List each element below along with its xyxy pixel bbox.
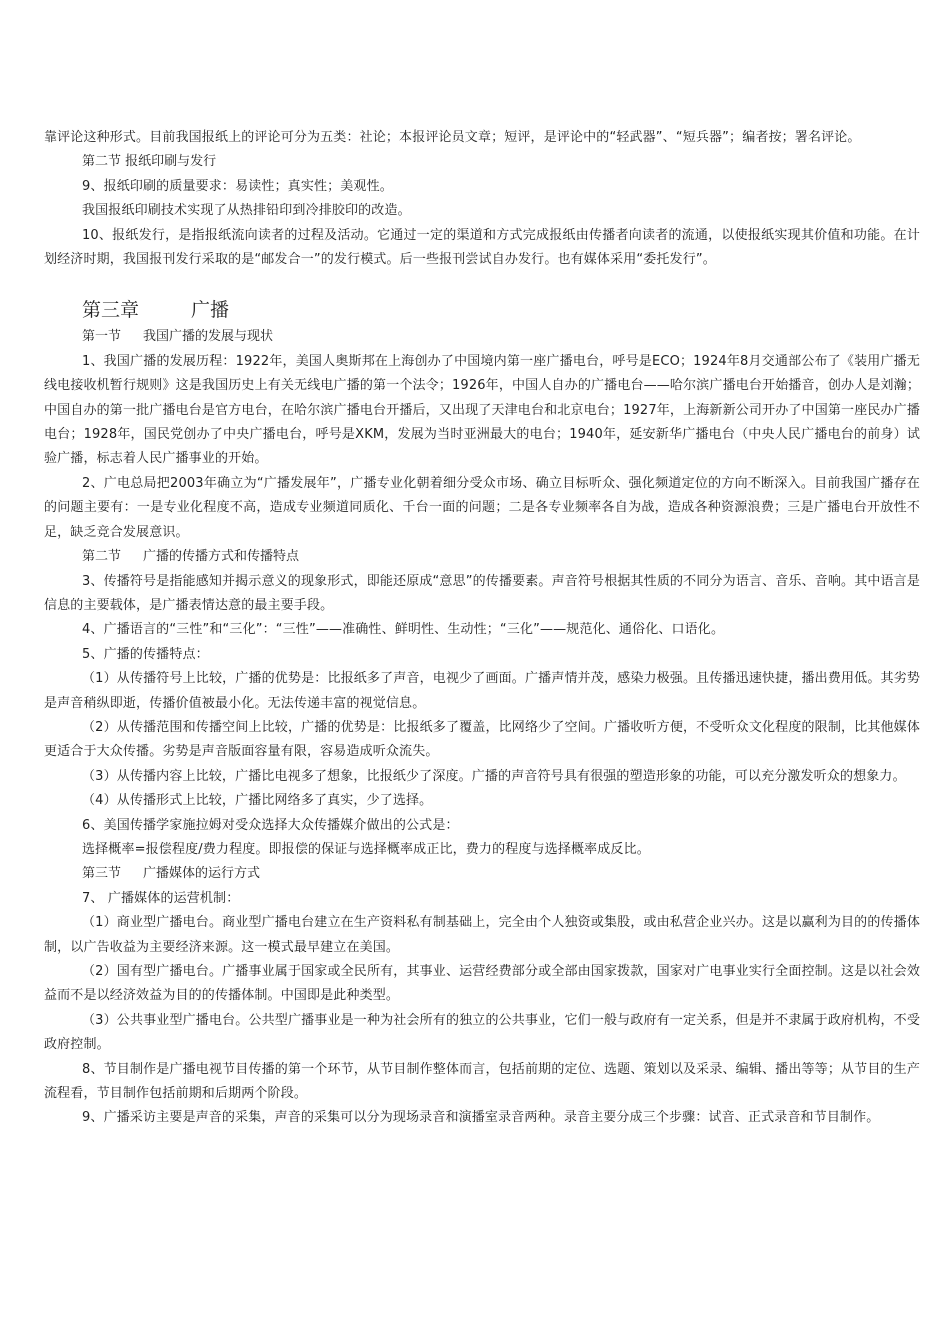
section-title: 广播媒体的运行方式 — [143, 866, 261, 882]
paragraph-1-history: 1、我国广播的发展历程：1922年，美国人奥斯邦在上海创办了中国境内第一座广播电台，呼号是ECO；1924年8月交通部公布了《装用广播无线电接收机暂行规则》这是我国历史上有关无线电广播的第一个法令；1926年，中国人自办的广播电台——哈尔滨广播电台开始播音，创办人是刘瀚；中国自办的第一批广播电台是官方电台，在哈尔滨广播电台开播后，又出现了天津电台和北京电台；1927年，上海新新公司开办了中国第一座民办广播电台；1928年，国民党创办了中央广播电台，呼号是XKM，发展为当时亚洲最大的电台；1940年，延安新华广播电台（中央人民广播电台的前身）试验广播，标志着人民广播事业的开始。 — [44, 353, 920, 467]
paragraph-3-symbols: 3、传播符号是指能感知并揭示意义的现象形式，即能还原成“意思”的传播要素。声音符号根据其性质的不同分为语言、音乐、音响。其中语言是信息的主要载体，是广播表情达意的最主要手段。 — [44, 573, 920, 613]
paragraph-9-interview: 9、广播采访主要是声音的采集，声音的采集可以分为现场录音和演播室录音两种。录音主要分成三个步骤：试音、正式录音和节目制作。 — [82, 1110, 880, 1126]
paragraph-8-production: 8、节目制作是广播电视节目传播的第一个环节，从节目制作整体而言，包括前期的定位、选题、策划以及采录、编辑、播出等等；从节目的生产流程看，节目制作包括前期和后期两个阶段。 — [44, 1061, 920, 1102]
paragraph-5-4: （4）从传播形式上比较，广播比网络多了真实，少了选择。 — [82, 793, 433, 809]
section-title: 广播的传播方式和传播特点 — [143, 549, 300, 565]
section-number: 第二节 — [82, 549, 122, 565]
chapter-heading — [44, 295, 920, 325]
paragraph-5-features: 5、广播的传播特点： — [82, 646, 209, 662]
paragraph-7-1: （1）商业型广播电台。商业型广播电台建立在生产资料私有制基础上，完全由个人独资或集股，或由私营企业兴办。这是以赢利为目的的传播体制，以广告收益为主要经济来源。这一模式最早建立在美国。 — [44, 915, 920, 955]
paragraph-commentary-types: 靠评论这种形式。目前我国报纸上的评论可分为五类：社论；本报评论员文章；短评，是评论中的“轻武器”、“短兵器”；编者按；署名评论。 — [44, 130, 861, 145]
paragraph-5-3: （3）从传播内容上比较，广播比电视多了想象，比报纸少了深度。广播的声音符号具有很强的塑造形象的功能，可以充分激发听众的想象力。 — [82, 768, 906, 784]
paragraph-4-language: 4、广播语言的“三性”和“三化”：“三性”——准确性、鲜明性、生动性；“三化”——规范化、通俗化、口语化。 — [82, 622, 725, 638]
section-number: 第三节 — [82, 866, 122, 882]
paragraph-5-2: （2）从传播范围和传播空间上比较，广播的优势是：比报纸多了覆盖，比网络少了空间。广播收听方便，不受听众文化程度的限制，比其他媒体更适合于大众传播。劣势是声音版面容量有限，容易造成听众流失。 — [44, 719, 920, 760]
paragraph-10-distribution: 10、报纸发行，是指报纸流向读者的过程及活动。它通过一定的渠道和方式完成报纸由传播者向读者的流通，以使报纸实现其价值和功能。在计划经济时期，我国报刊发行采取的是“邮发合一”的发行模式。后一些报刊尝试自办发行。也有媒体采用“委托发行”。 — [44, 227, 920, 268]
document-page — [44, 126, 920, 1131]
chapter-number: 第三章 — [82, 299, 140, 322]
paragraph-7-3: （3）公共事业型广播电台。公共型广播事业是一种为社会所有的独立的公共事业，它们一般与政府有一定关系，但是并不隶属于政府机构，不受政府控制。 — [44, 1012, 920, 1053]
section-number: 第一节 — [82, 329, 122, 345]
paragraph-printing-technology: 我国报纸印刷技术实现了从热排铅印到冷排胶印的改造。 — [82, 203, 411, 219]
section-heading-1 — [44, 325, 920, 349]
paragraph-formula: 选择概率=报偿程度/费力程度。即报偿的保证与选择概率成正比，费力的程度与选择概率成反比。 — [82, 841, 650, 857]
section-heading-3 — [44, 862, 920, 886]
paragraph-7-mechanism: 7、 广播媒体的运营机制： — [82, 890, 240, 906]
paragraph-7-2: （2）国有型广播电台。广播事业属于国家或全民所有，其事业、运营经费部分或全部由国家拨款，国家对广电事业实行全面控制。这是以社会效益而不是以经济效益为目的的传播体制。中国即是此种类型。 — [44, 964, 920, 1004]
section-heading-printing: 第二节 报纸印刷与发行 — [82, 154, 217, 170]
paragraph-9-printing-quality: 9、报纸印刷的质量要求：易读性；真实性；美观性。 — [82, 178, 393, 194]
section-heading-2 — [44, 545, 920, 569]
paragraph-6-schramm: 6、美国传播学家施拉姆对受众选择大众传播媒介做出的公式是： — [82, 817, 459, 833]
section-title: 我国广播的发展与现状 — [143, 329, 274, 345]
chapter-title: 广播 — [191, 299, 230, 322]
paragraph-5-1: （1）从传播符号上比较，广播的优势是：比报纸多了声音，电视少了画面。广播声情并茂，感染力极强。且传播迅速快捷，播出费用低。其劣势是声音稍纵即逝，传播价值被最小化。无法传递丰富的视觉信息。 — [44, 671, 920, 711]
paragraph-2-current-state: 2、广电总局把2003年确立为“广播发展年”，广播专业化朝着细分受众市场、确立目标听众、强化频道定位的方向不断深入。目前我国广播存在的问题主要有：一是专业化程度不高，造成专业频道同质化、千台一面的问题；二是各专业频率各自为战，造成各种资源浪费；三是广播电台开放性不足，缺乏竞合发展意识。 — [44, 475, 920, 540]
